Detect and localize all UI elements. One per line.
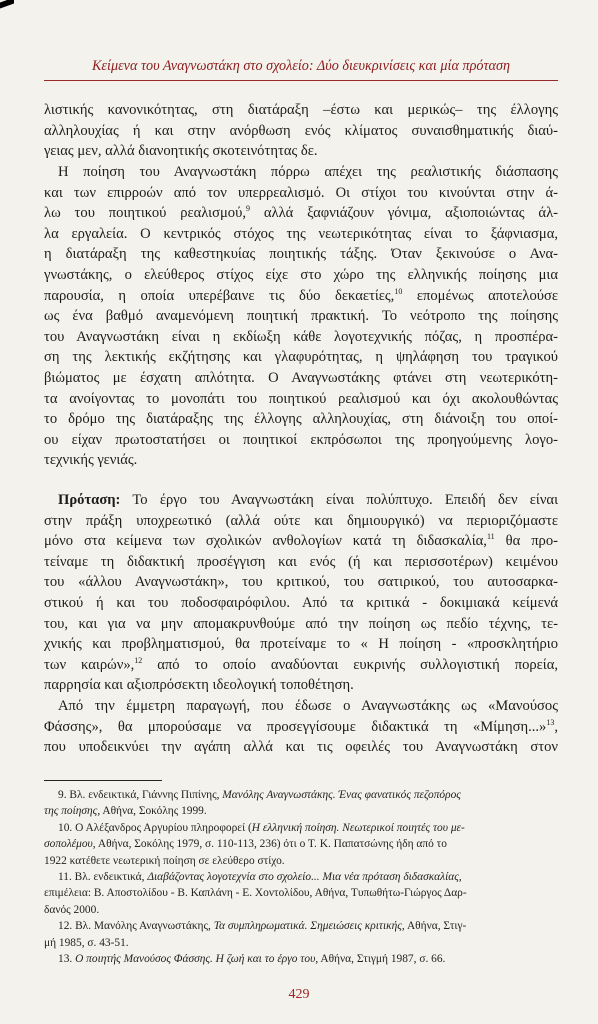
footnote-11: 11. Βλ. ενδεικτικά, Διαβάζοντας λογοτεχνία στο σχολείο... Μια νέα πρόταση διδασκαλίας, [58, 871, 462, 884]
paragraph-2 [44, 162, 558, 471]
text-line: η διατάραξη της καθεστηκυίας ποιητικής τάξης. Όταν ξεκινούσε ο Ανα- [44, 246, 558, 263]
proposal-label: Πρόταση: [58, 492, 121, 508]
text-line: στην πράξη υποχρεωτικό (αλλά ούτε και δημιουργικό) να περιοριζόμαστε [44, 512, 558, 529]
text-line: ως ένα βαθμό αναμενόμενη ποιητική πρακτική. Το νεότροπο της ποίησης [44, 308, 558, 325]
paragraph-4 [44, 696, 558, 758]
text-line: του «άλλου Αναγνωστάκη», του κριτικού, του σατιρικού, του αυτοσαρκα- [44, 574, 558, 591]
text-line: μόνο στα κείμενα των σχολικών ανθολογίων κατά τη διδασκαλία,$^{11}$ θα προ- [44, 532, 559, 550]
footnote-ref-9[interactable]: 9 [245, 204, 250, 214]
footnote-12-cont: μή 1985, σ. 43-51. [44, 936, 129, 949]
footnote-10-cont: 1922 κατέθετε νεωτερική ποίηση σε ελεύθερο στίχο. [44, 854, 285, 867]
footnote-9: 9. Βλ. ενδεικτικά, Γιάννης Πιπίνης, Μανόλης Αναγνωστάκης. Ένας φανατικός πεζοπόρος [58, 789, 461, 801]
text-line: βιώματος με έσχατη απλότητα. Ο Αναγνωστάκης φτάνει στη νεωτερικότη- [44, 369, 558, 386]
text-line: Φάσσης», θα μπορούσαμε να προσεγγίσουμε διδακτικά τη «Μίμηση...»$^{13}$, [44, 717, 558, 735]
footnote-9-cont: της ποίησης, Αθήνα, Σοκόλης 1999. [44, 805, 207, 818]
text-line: αλληλουχίας ή και στην ανόρθωση ενός κλίματος συναισθηματικής διαύ- [44, 122, 558, 139]
text-line: παρουσία, η οποία υπερέβαινε τις δύο δεκαετίες,$^{10}$ επομένως αποτελούσε [44, 286, 558, 304]
proposal-paragraph [44, 490, 558, 696]
text-line: γειας μεν, αλλά διανοητικής σκοτεινότητας δε. [44, 143, 318, 160]
text-line: και των επιρροών από τον υπερρεαλισμό. Οι στίχοι του κινούνται στην ά- [44, 184, 558, 201]
text-line: ση της λεκτικής εκζήτησης και γλαφυρότητας, η ψηλάφηση του τραγικού [44, 349, 558, 366]
footnote-13: 13. Ο ποιητής Μανούσος Φάσσης. Η ζωή και το έργο του, Αθήνα, Στιγμή 1987, σ. 66. [58, 953, 446, 966]
footnote-ref-10[interactable]: 10 [394, 286, 403, 296]
text-line: Από την έμμετρη παραγωγή, που έδωσε ο Αναγνωστάκης ως «Μανούσος [58, 698, 558, 714]
text-line: τεχνικής γενιάς. [44, 452, 138, 469]
footnotes [44, 787, 558, 967]
footnote-10: 10. Ο Αλέξανδρος Αργυρίου πληροφορεί (Η ελληνική ποίηση. Νεωτερικοί ποιητές του με- [58, 821, 465, 834]
footnote-ref-11[interactable]: 11 [486, 532, 495, 542]
text-line: ου είχαν πρωτοστατήσει οι ποιητικοί εκπρόσωποι της προηγούμενης λογο- [44, 431, 558, 448]
text-line: παρρησία και αξιοπρόσεκτη ιδεολογική τοποθέτηση. [44, 677, 354, 694]
text-line: το δρόμο της διατάραξης της έλλογης αλληλουχίας, στη διάνοιξη του οποί- [44, 411, 558, 428]
paragraph-1 [44, 100, 558, 162]
page-number: 429 [288, 987, 310, 1002]
text-line: γνωστάκης, ο ελεύθερος στίχος είχε στο χώρο της ελληνικής ποίησης μια [44, 266, 558, 283]
text-line: Πρόταση: Το έργο του Αναγνωστάκη είναι πολύπτυχο. Επειδή δεν είναι [58, 492, 558, 508]
text-line: λω του ποιητικού ρεαλισμού,$^9$ αλλά ξαφνιάζουν γόνιμα, αξιοποιώντας άλ- [44, 204, 559, 222]
text-line: του, και για να μην απομακρυνθούμε από την ποίηση ως πεδίο τέχνης, τε- [44, 615, 558, 632]
text-line: λα εργαλεία. Ο κεντρικός στόχος της νεωτερικότητας είναι το ξάφνιασμα, [44, 225, 558, 242]
text-line: Η ποίηση του Αναγνωστάκη πόρρω απέχει της ρεαλιστικής διάσπασης [58, 164, 558, 180]
footnote-separator [44, 780, 162, 781]
text-line: τείναμε τη διδακτική προσέγγιση και ενός (ή και περισσοτέρων) κειμένου [44, 553, 558, 570]
footnote-10-cont: σοπολέμου, Αθήνα, Σοκόλης 1979, σ. 110-113, 236) ότι ο Τ. Κ. Παπατσώνης ήδη από το [44, 838, 447, 851]
text-line: χνικής και προβληματισμού, θα προτείναμε το « Η ποίηση - «προσκλητήριο [44, 636, 558, 653]
running-head: Κείμενα του Αναγνωστάκη στο σχολείο: Δύο διευκρινίσεις και μία πρόταση [91, 58, 511, 74]
footnote-11-cont: δανός 2000. [44, 903, 100, 916]
footnote-11-cont: επιμέλεια: Β. Αποστολίδου - Β. Καπλάνη - Ε. Χοντολίδου, Αθήνα, Τυπωθήτω-Γιώργος Δαρ- [44, 887, 467, 900]
text-line: των καιρών»,$^{12}$ από το οποίο αναδύονται ευκρινής συλλογιστική πορεία, [44, 655, 559, 673]
footnote-ref-13[interactable]: 13 [546, 717, 555, 727]
footnote-ref-12[interactable]: 12 [134, 655, 143, 665]
text-line: στικού ή και του ποδοσφαιρόφιλου. Από τα κριτικά - δοκιμιακά κείμενά [44, 594, 558, 611]
text-line: που υποδεικνύει την αγάπη αλλά και τις οφειλές του Αναγνωστάκη στον [44, 739, 558, 756]
running-head-rule [44, 80, 558, 81]
text-line: του Αναγνωστάκη είναι η εκδίωξη κάθε λογοτεχνικής πόζας, η προσπέρα- [44, 328, 558, 345]
scan-corner-mark [0, 0, 14, 9]
text-line: λιστικής κανονικότητας, στη διατάραξη –έστω και μερικώς– της έλλογης [44, 102, 558, 118]
text-line: τα ανοίγοντας το μονοπάτι του ποιητικού ρεαλισμού και όχι ακολουθώντας [44, 390, 558, 407]
footnote-12: 12. Βλ. Μανόλης Αναγνωστάκης, Τα συμπληρωματικά. Σημειώσεις κριτικής, Αθήνα, Στιγ- [58, 920, 467, 933]
